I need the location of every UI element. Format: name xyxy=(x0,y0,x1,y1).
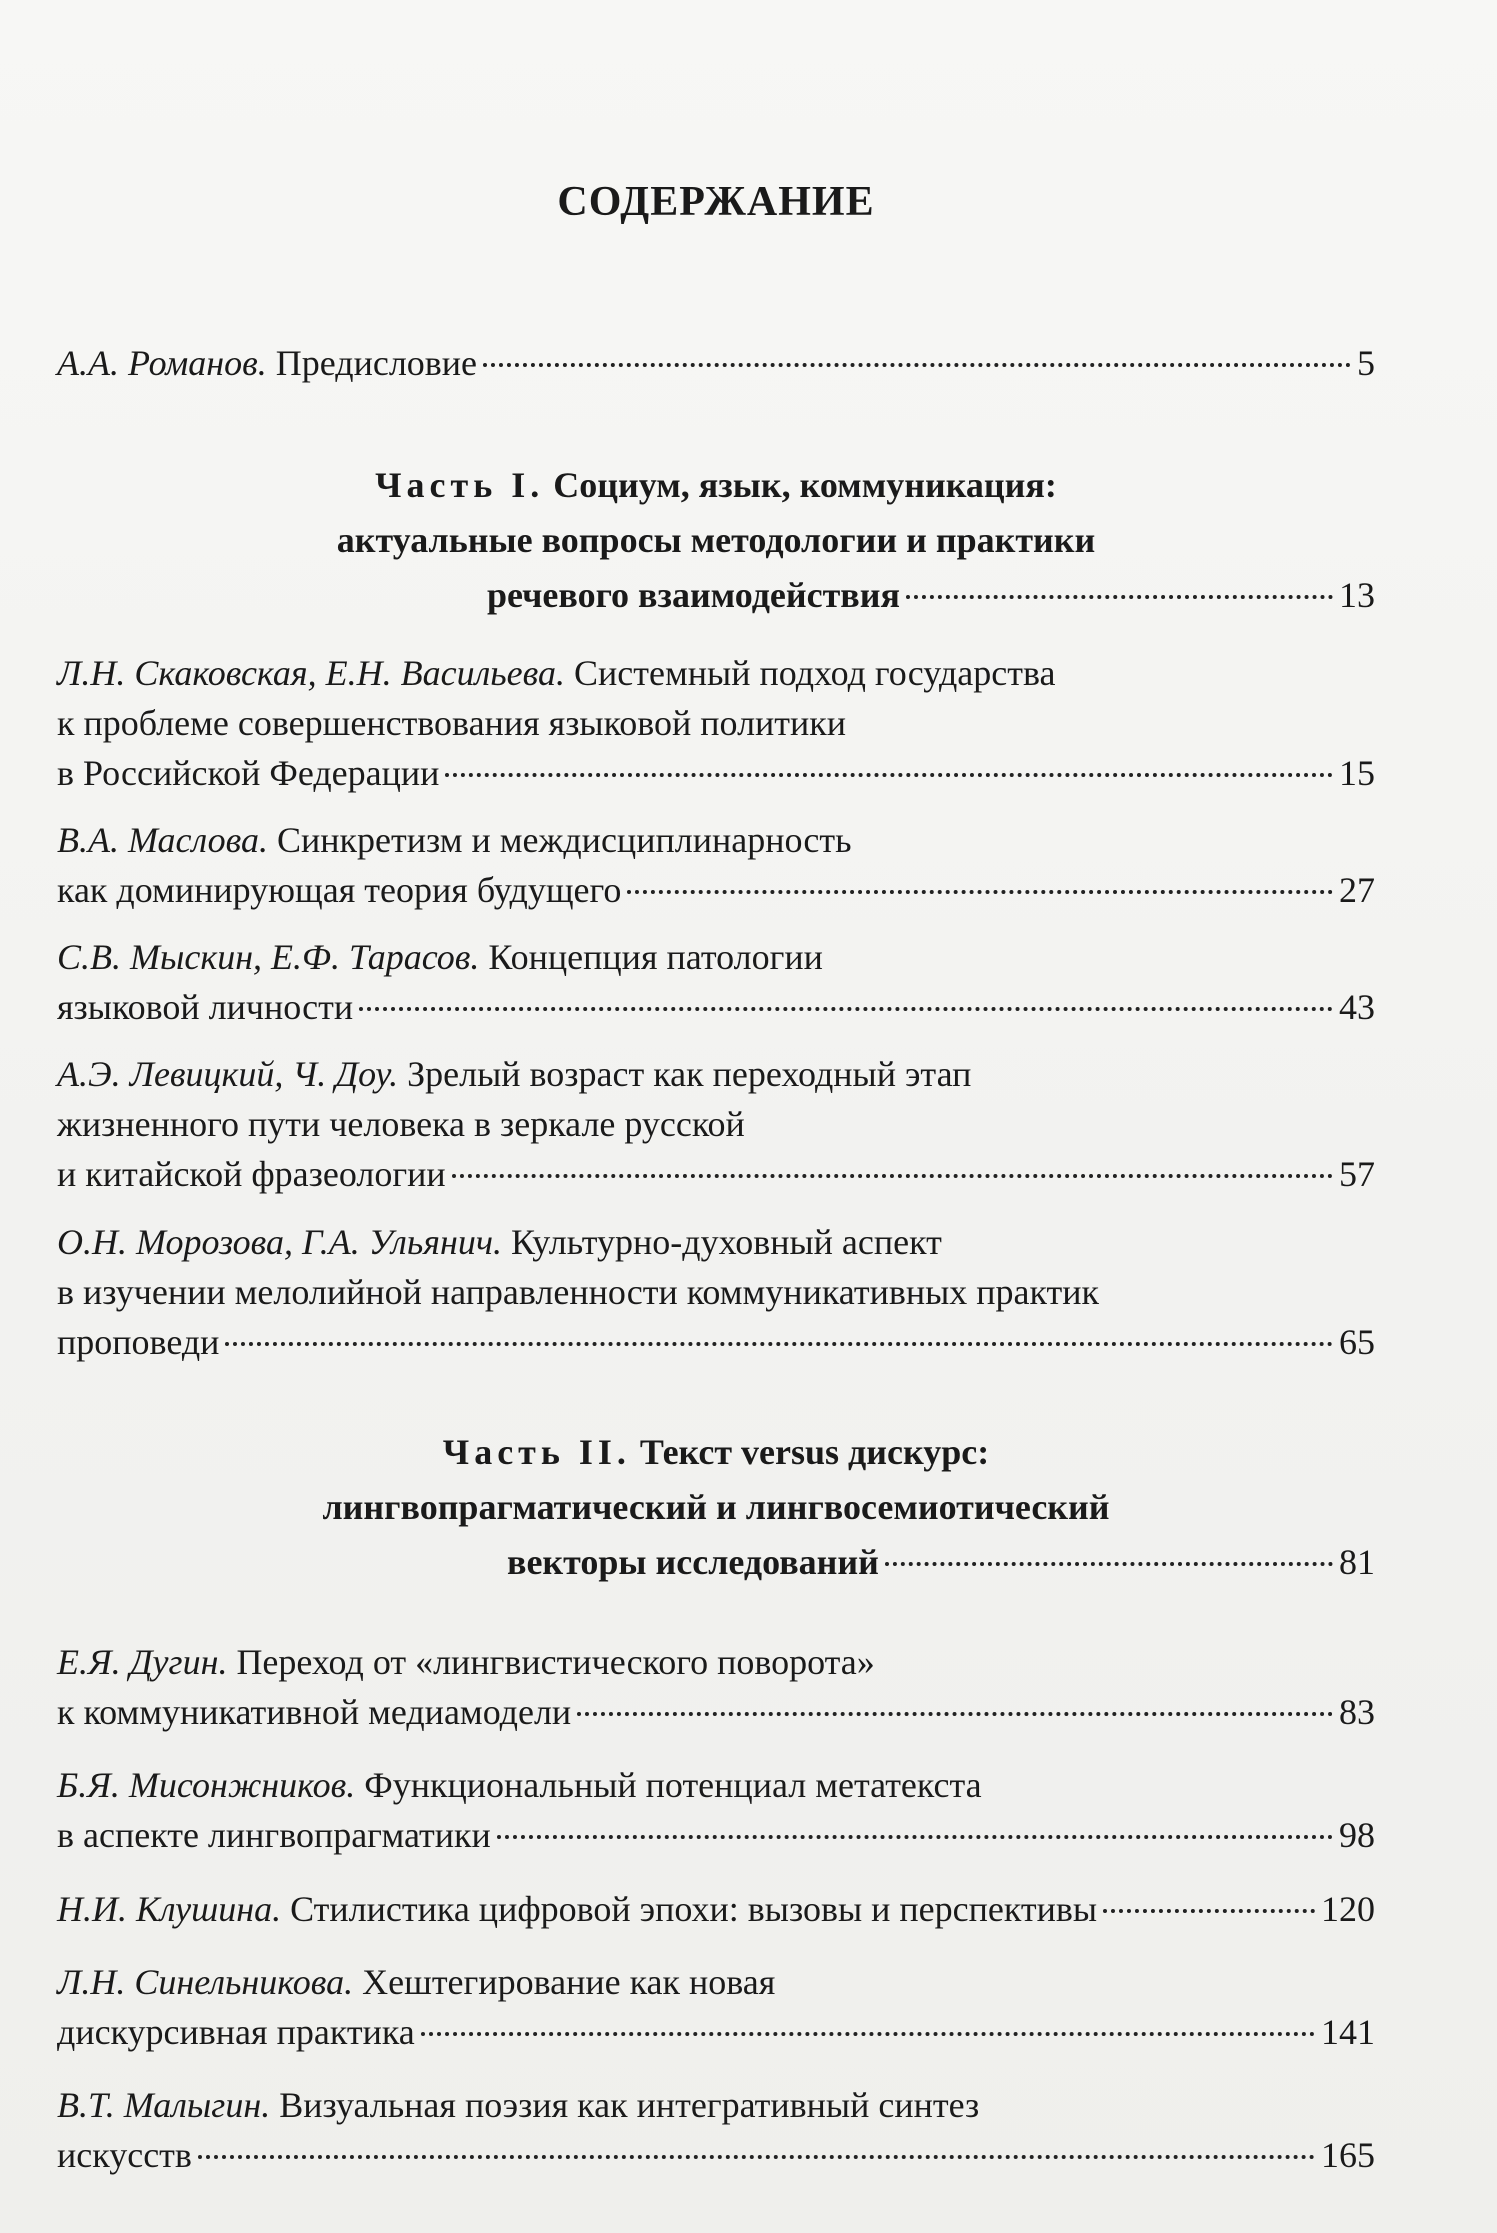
dot-leader xyxy=(483,363,1351,367)
toc-entry-preface[interactable] xyxy=(57,338,1375,388)
dot-leader xyxy=(452,1174,1333,1178)
toc-entry[interactable] xyxy=(57,1957,1375,2057)
dot-leader xyxy=(906,595,1333,599)
dot-leader xyxy=(577,1712,1333,1716)
toc-entry[interactable] xyxy=(57,1049,1375,1199)
page-number: 165 xyxy=(1321,2135,1375,2175)
part-title-line-3: речевого взаимодействия xyxy=(487,575,900,615)
entry-author: О.Н. Морозова, Г.А. Ульянич. xyxy=(57,1222,502,1262)
dot-leader xyxy=(885,1562,1333,1566)
entry-title-line-1: Синкретизм и междисциплинарность xyxy=(267,820,852,860)
dot-leader xyxy=(225,1342,1333,1346)
entry-title-line-1: Зрелый возраст как переходный этап xyxy=(398,1054,972,1094)
entry-title-line-1: Культурно-духовный аспект xyxy=(502,1222,942,1262)
page-number: 120 xyxy=(1321,1889,1375,1929)
page-number: 27 xyxy=(1339,870,1375,910)
part-1-heading[interactable] xyxy=(57,458,1375,623)
entry-author: А.Э. Левицкий, Ч. Доу. xyxy=(57,1054,399,1094)
entry-title-line-1: Концепция патологии xyxy=(479,937,823,977)
toc-entry[interactable] xyxy=(57,1760,1375,1860)
toc-entry[interactable] xyxy=(57,1217,1375,1367)
entry-title-line-2: в изучении мелолийной направленности коммуникативных практик xyxy=(57,1272,1100,1312)
part-title-line-3: векторы исследований xyxy=(507,1542,879,1582)
part-2-heading[interactable] xyxy=(57,1425,1375,1590)
page-number: 13 xyxy=(1339,575,1375,615)
entry-title-line-2: дискурсивная практика xyxy=(57,2012,415,2052)
entry-title-line-2: как доминирующая теория будущего xyxy=(57,870,622,910)
page-number: 5 xyxy=(1357,343,1375,383)
page-number: 98 xyxy=(1339,1815,1375,1855)
toc-entry[interactable] xyxy=(57,1884,1375,1934)
page-number: 65 xyxy=(1339,1322,1375,1362)
page-number: 15 xyxy=(1339,753,1375,793)
entry-title-line-2: жизненного пути человека в зеркале русской xyxy=(57,1104,745,1144)
dot-leader xyxy=(421,2032,1315,2036)
entry-title-line-2: к коммуникативной медиамодели xyxy=(57,1692,572,1732)
toc-entry[interactable] xyxy=(57,648,1375,798)
page-number: 81 xyxy=(1339,1542,1375,1582)
part-title-line-2: актуальные вопросы методологии и практики xyxy=(336,520,1096,560)
toc-entry[interactable] xyxy=(57,2080,1375,2180)
entry-author: Н.И. Клушина. xyxy=(57,1889,282,1929)
entry-author: В.Т. Малыгин. xyxy=(57,2085,271,2125)
page-number: 141 xyxy=(1321,2012,1375,2052)
entry-title-line-2: в аспекте лингвопрагматики xyxy=(57,1815,491,1855)
entry-title: Предисловие xyxy=(266,343,478,383)
dot-leader xyxy=(1103,1909,1315,1913)
entry-author: Л.Н. Скаковская, Е.Н. Васильева. xyxy=(57,653,566,693)
entry-title-line-2: к проблеме совершенствования языковой политики xyxy=(57,703,847,743)
dot-leader xyxy=(445,773,1333,777)
entry-title-line-2: искусств xyxy=(57,2135,192,2175)
dot-leader xyxy=(198,2155,1315,2159)
entry-title-line-3: проповеди xyxy=(57,1322,220,1362)
part-title-line-1: Текст versus дискурс: xyxy=(630,1432,990,1472)
entry-author: Б.Я. Мисонжников. xyxy=(57,1765,356,1805)
dot-leader xyxy=(627,890,1333,894)
dot-leader xyxy=(497,1835,1333,1839)
toc-entry[interactable] xyxy=(57,932,1375,1032)
part-title-line-1: Социум, язык, коммуникация: xyxy=(544,465,1057,505)
entry-title-line-1: Стилистика цифровой эпохи: вызовы и перспективы xyxy=(281,1889,1098,1929)
page-number: 57 xyxy=(1339,1154,1375,1194)
dot-leader xyxy=(359,1007,1333,1011)
entry-title-line-1: Хештегирование как новая xyxy=(353,1962,776,2002)
page-number: 43 xyxy=(1339,987,1375,1027)
entry-author: С.В. Мыскин, Е.Ф. Тарасов. xyxy=(57,937,480,977)
entry-author: Л.Н. Синельникова. xyxy=(57,1962,354,2002)
entry-title-line-1: Переход от «лингвистического поворота» xyxy=(227,1642,875,1682)
toc-entry[interactable] xyxy=(57,1637,1375,1737)
entry-author: Е.Я. Дугин. xyxy=(57,1642,228,1682)
entry-author: В.А. Маслова. xyxy=(57,820,268,860)
page-title: СОДЕРЖАНИЕ xyxy=(557,179,875,225)
entry-title-line-2: языковой личности xyxy=(57,987,354,1027)
part-label: Часть I. xyxy=(375,465,545,505)
entry-title-line-1: Функциональный потенциал метатекста xyxy=(355,1765,982,1805)
page-number: 83 xyxy=(1339,1692,1375,1732)
toc-entry[interactable] xyxy=(57,815,1375,915)
entry-title-line-3: в Российской Федерации xyxy=(57,753,440,793)
entry-title-line-1: Системный подход государства xyxy=(565,653,1056,693)
part-title-line-2: лингвопрагматический и лингвосемиотический xyxy=(322,1487,1110,1527)
entry-author: А.А. Романов. xyxy=(57,343,267,383)
entry-title-line-1: Визуальная поэзия как интегративный синтез xyxy=(270,2085,980,2125)
part-label: Часть II. xyxy=(442,1432,631,1472)
entry-title-line-3: и китайской фразеологии xyxy=(57,1154,446,1194)
